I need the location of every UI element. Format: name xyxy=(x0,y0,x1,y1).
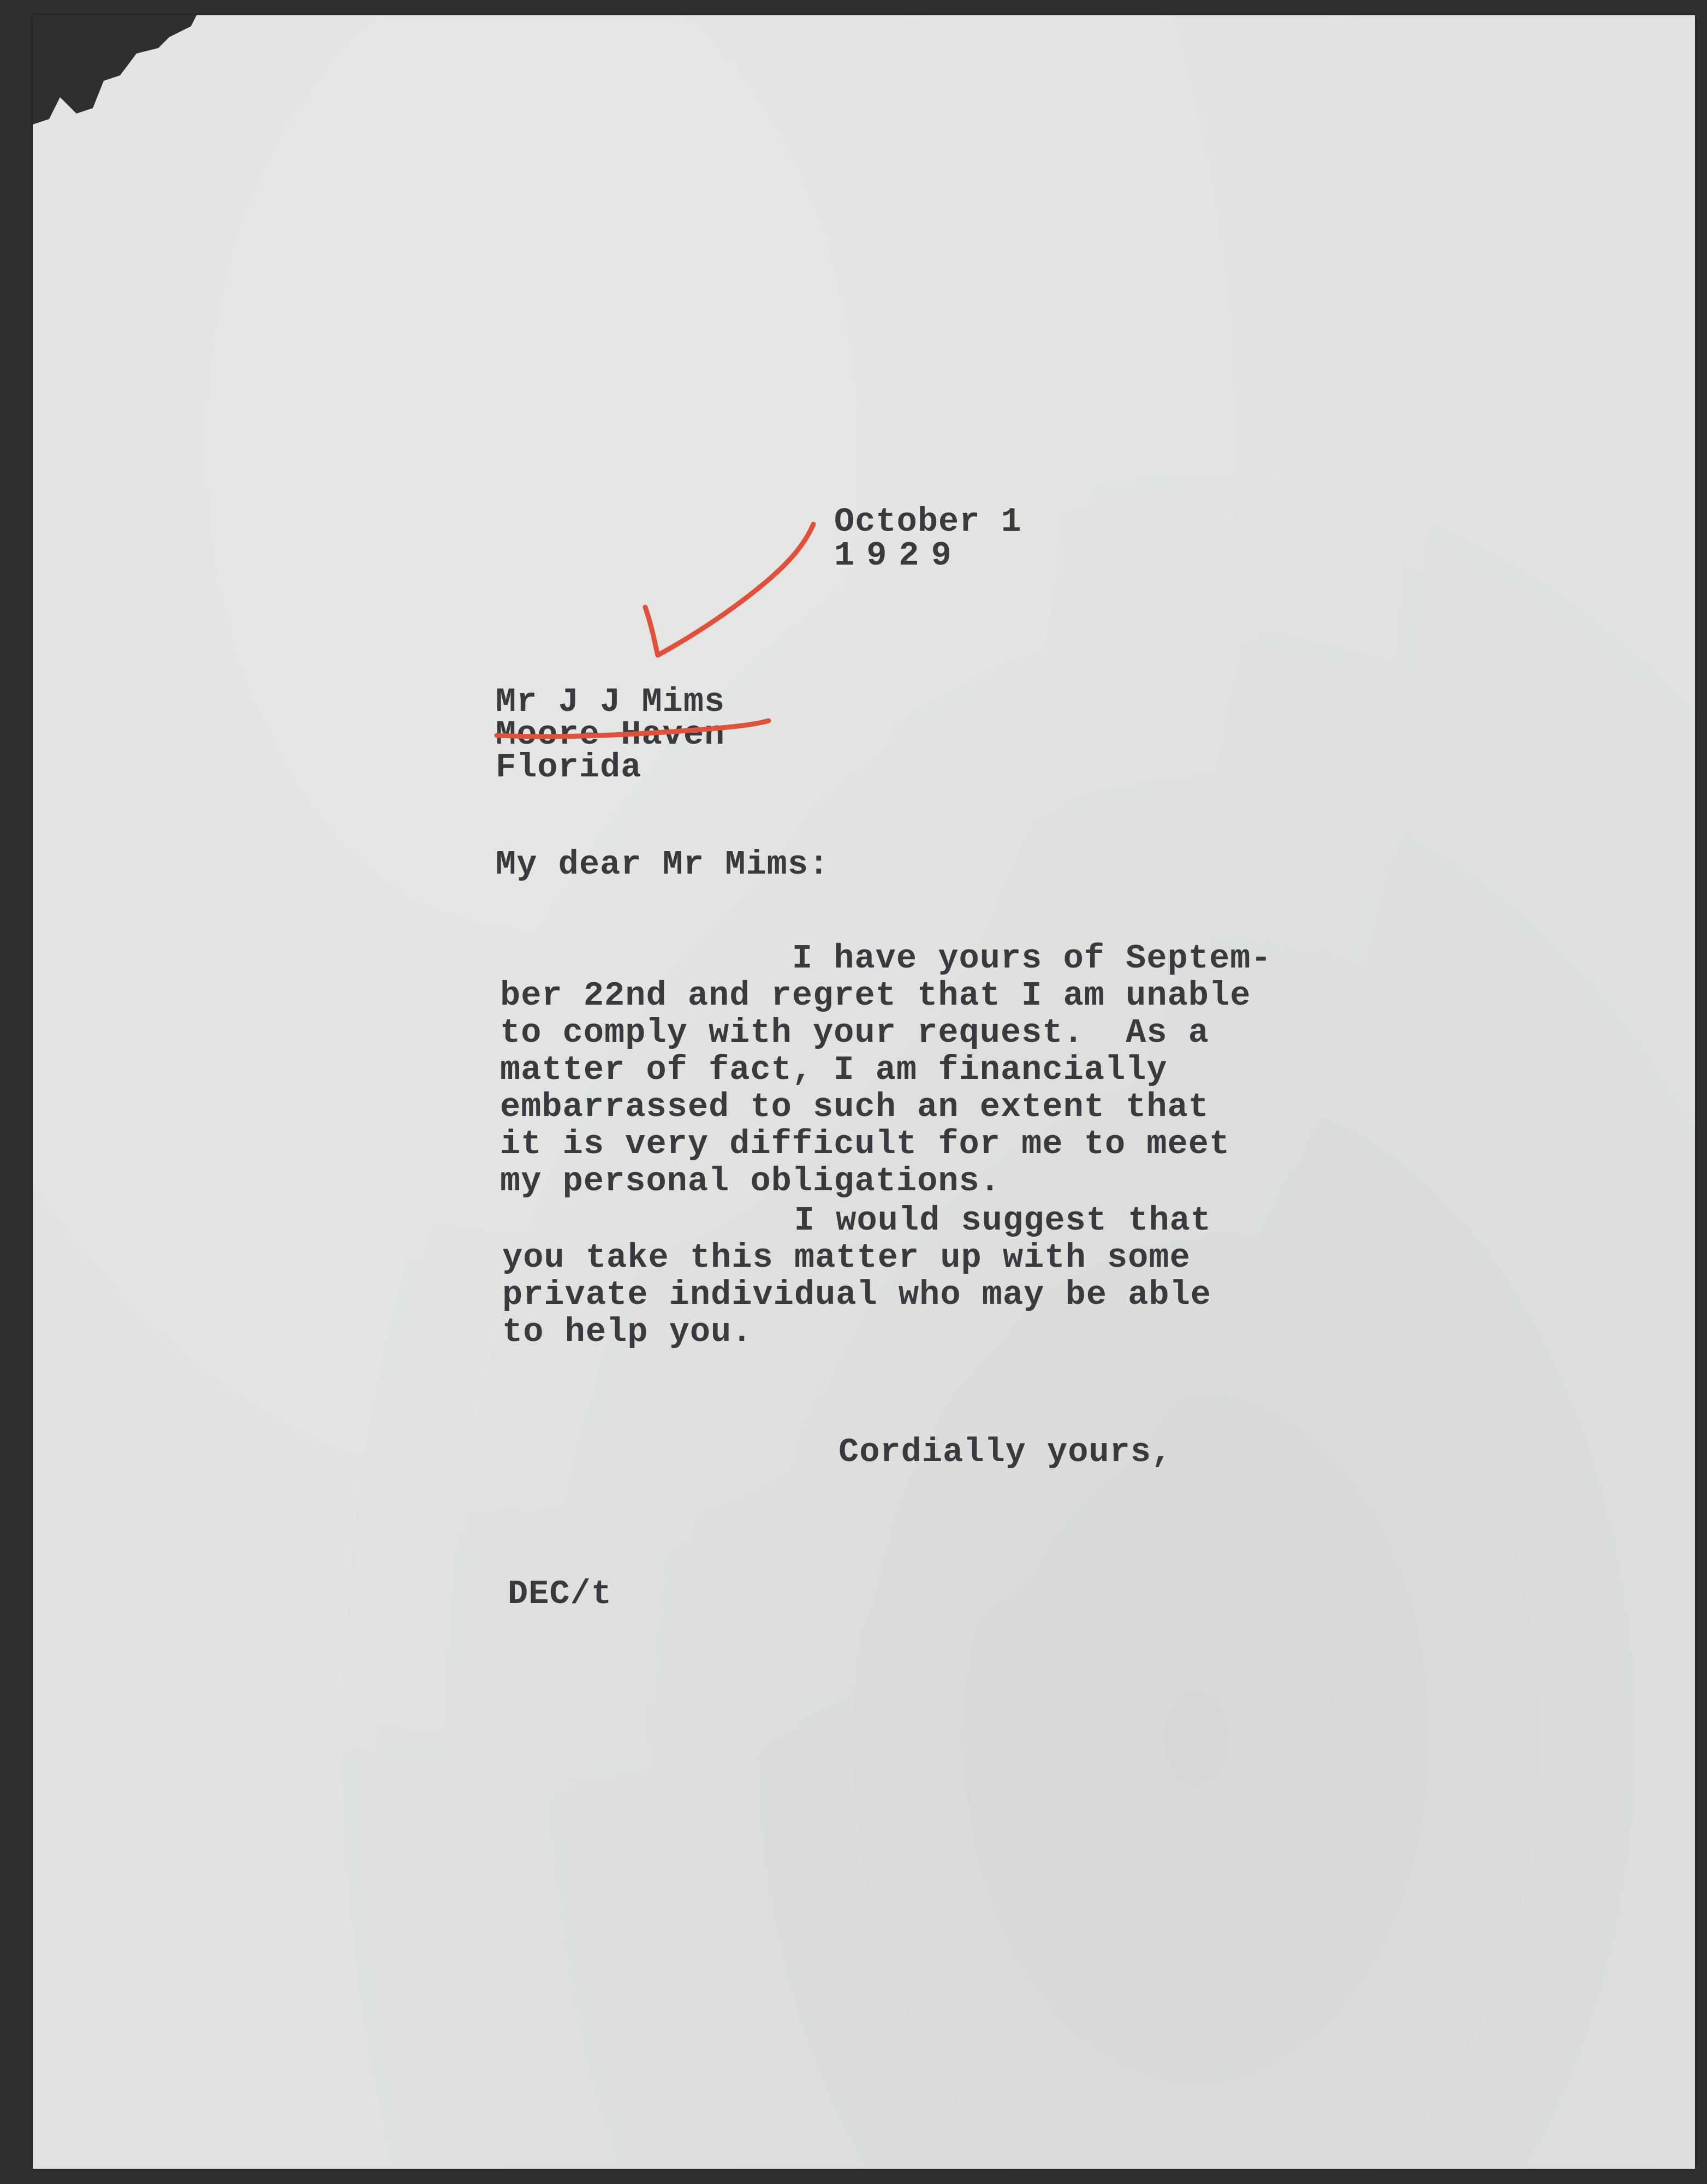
date-year: 1929 xyxy=(834,536,963,575)
body-paragraph-1: I have yours of Septem- ber 22nd and regret that I am unable to comply with your request. As a matter of fact, I am financially embarrassed to such an extent that it is very difficult for me to meet my personal obligations. xyxy=(500,939,1272,1201)
typist-initials: DEC/t xyxy=(508,1575,612,1613)
recipient-name: Mr J J Mims xyxy=(496,682,725,721)
closing: Cordially yours, xyxy=(838,1433,1173,1471)
body-paragraph-2: I would suggest that you take this matter up with some private individual who may be able to help you. xyxy=(502,1201,1212,1351)
recipient-city: Moore Haven xyxy=(496,715,725,754)
torn-corner xyxy=(33,15,197,124)
date-month-day: October 1 xyxy=(834,502,1022,541)
salutation: My dear Mr Mims: xyxy=(496,845,830,884)
recipient-state: Florida xyxy=(496,748,642,787)
